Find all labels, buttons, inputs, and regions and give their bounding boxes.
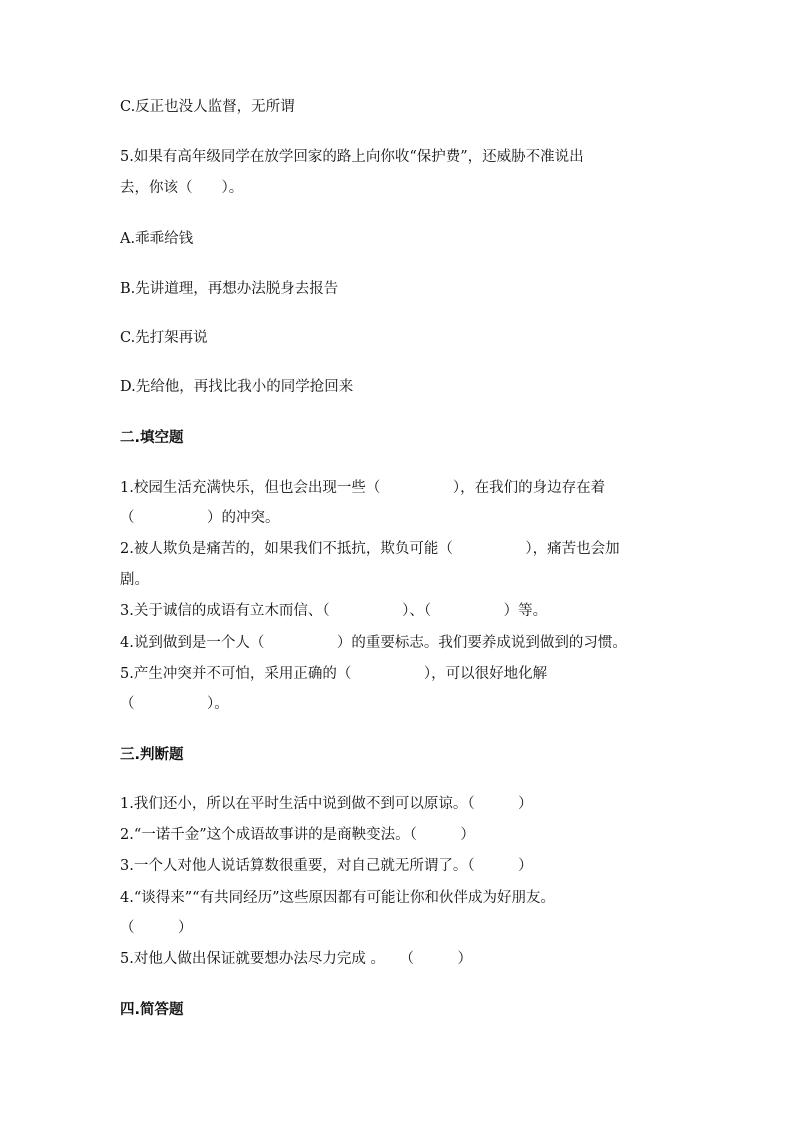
q5-option-a: A.乖乖给钱 bbox=[120, 231, 194, 247]
fill-q2-line1: 2.被人欺负是痛苦的，如果我们不抵抗，欺负可能（ ），痛苦也会加 bbox=[120, 541, 620, 557]
fill-q5-line2: （ ）。 bbox=[120, 696, 229, 712]
judge-q1: 1.我们还小，所以在平时生活中说到做不到可以原谅。（ ） bbox=[120, 796, 533, 812]
q5-option-b: B.先讲道理，再想办法脱身去报告 bbox=[120, 281, 339, 297]
judge-q4-line2: （ ） bbox=[120, 920, 193, 936]
q4-option-c: C.反正也没人监督，无所谓 bbox=[120, 99, 295, 115]
q5-option-d: D.先给他，再找比我小的同学抢回来 bbox=[120, 379, 354, 395]
fill-q1-line2: （ ）的冲突。 bbox=[120, 510, 280, 526]
fill-q3: 3.关于诚信的成语有立木而信、（ ）、（ ）等。 bbox=[120, 603, 548, 619]
fill-q5-line1: 5.产生冲突并不可怕，采用正确的（ ），可以很好地化解 bbox=[120, 666, 548, 682]
q5-stem-line2: 去，你该（ ）。 bbox=[120, 180, 244, 196]
judge-q2: 2.“一诺千金”这个成语故事讲的是商鞅变法。（ ） bbox=[120, 827, 475, 843]
fill-q2-line2: 剧。 bbox=[120, 572, 149, 588]
judge-q5: 5.对他人做出保证就要想办法尽力完成 。 （ ） bbox=[120, 951, 472, 967]
section-heading-short-answer: 四.简答题 bbox=[120, 1002, 184, 1018]
section-heading-fill-blank: 二.填空题 bbox=[120, 430, 184, 446]
fill-q1-line1: 1.校园生活充满快乐，但也会出现一些（ ），在我们的身边存在着 bbox=[120, 480, 606, 496]
judge-q3: 3.一个人对他人说话算数很重要，对自己就无所谓了。（ ） bbox=[120, 858, 533, 874]
q5-option-c: C.先打架再说 bbox=[120, 330, 208, 346]
fill-q4: 4.说到做到是一个人（ ）的重要标志。我们要养成说到做到的习惯。 bbox=[120, 635, 627, 651]
judge-q4-line1: 4.“谈得来”“有共同经历”这些原因都有可能让你和伙伴成为好朋友。 bbox=[120, 890, 555, 906]
q5-stem-line1: 5.如果有高年级同学在放学回家的路上向你收“保护费”，还威胁不准说出 bbox=[120, 149, 584, 165]
section-heading-true-false: 三.判断题 bbox=[120, 747, 184, 763]
